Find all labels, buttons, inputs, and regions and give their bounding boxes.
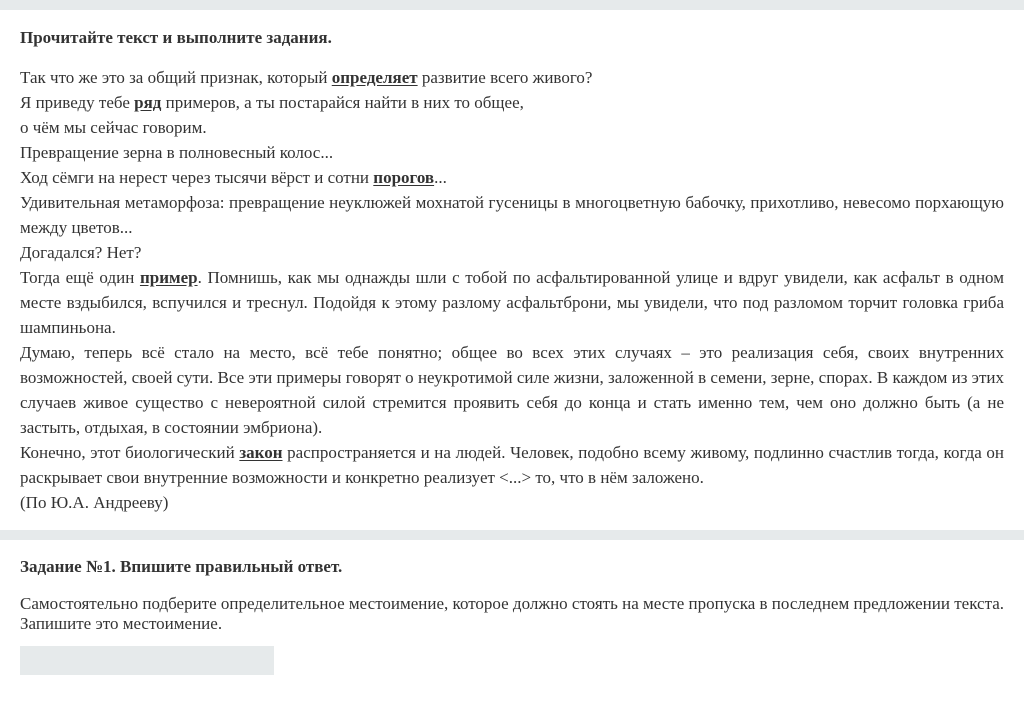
task-instructions: Самостоятельно подберите определительное местоимение, которое должно стоять на месте пропуска в последнем предложении текста. Запишите это местоимение. <box>20 594 1005 633</box>
passage-text-segment: Конечно, этот биологический <box>20 443 240 462</box>
passage-text-segment: Превращение зерна в полновесный колос... <box>20 143 334 162</box>
passage-text-segment: Удивительная метаморфоза: превращение неуклюжей мохнатой гусеницы в многоцветную бабочку, прихотливо, невесомо порхающую между цветов... <box>20 193 1004 237</box>
keyword-link[interactable]: определяет <box>331 68 418 87</box>
passage-heading: Прочитайте текст и выполните задания. <box>20 28 332 47</box>
passage-paragraph <box>20 115 1004 140</box>
passage-text-segment: примеров, а ты постарайся найти в них то общее, <box>161 93 524 112</box>
answer-input[interactable] <box>20 646 274 675</box>
passage-text-segment: распространяется и на людей. Человек, подобно всему живому, подлинно счастлив тогда, когда он раскрывает свои внутренние возможности и конкретно реализует <...> то, что в нём заложено. <box>20 443 1004 487</box>
passage-paragraph <box>20 140 1004 165</box>
passage-text-segment: Ход сёмги на нерест через тысячи вёрст и сотни <box>20 168 374 187</box>
keyword-link[interactable]: ряд <box>134 93 162 112</box>
passage-text-segment: Догадался? Нет? <box>20 243 142 262</box>
task-1 <box>20 557 1004 675</box>
passage-paragraph <box>20 165 1004 190</box>
passage-text-segment: Я приведу тебе <box>20 93 135 112</box>
keyword-link[interactable]: пример <box>139 268 198 287</box>
passage-text <box>20 65 1004 515</box>
passage-text-segment: (По Ю.А. Андрееву) <box>20 493 169 512</box>
task-heading: Задание №1. Впишите правильный ответ. <box>20 557 343 576</box>
passage-text-segment: Так что же это за общий признак, который <box>20 68 332 87</box>
section-divider <box>0 530 1024 540</box>
passage-text-segment: . Помнишь, как мы однажды шли с тобой по асфальтированной улице и вдруг увидели, как асфальт в одном месте вздыбился, вспучился и треснул. Подойдя к этому разлому асфальтброни, мы увидели, что под разломом торчит головка гриба шампиньона. <box>20 268 1004 337</box>
passage-paragraph <box>20 65 1004 90</box>
keyword-link[interactable]: закон <box>239 443 283 462</box>
passage-paragraph <box>20 190 1004 240</box>
passage-text-segment: развитие всего живого? <box>417 68 593 87</box>
passage-paragraph <box>20 440 1004 490</box>
passage-text-segment: ... <box>434 168 447 187</box>
passage-paragraph <box>20 90 1004 115</box>
reading-passage <box>20 28 1004 515</box>
passage-paragraph <box>20 340 1004 440</box>
passage-paragraph <box>20 490 1004 515</box>
passage-paragraph <box>20 240 1004 265</box>
passage-text-segment: о чём мы сейчас говорим. <box>20 118 207 137</box>
keyword-link[interactable]: порогов <box>373 168 435 187</box>
top-divider <box>0 0 1024 10</box>
passage-text-segment: Тогда ещё один <box>20 268 140 287</box>
passage-text-segment: Думаю, теперь всё стало на место, всё тебе понятно; общее во всех этих случаях – это реализация себя, своих внутренних возможностей, своей сути. Все эти примеры говорят о неукротимой силе жизни, заложенной в семени, зерне, спорах. В каждом из этих случаев живое существо с невероятной силой стремится проявить себя до конца и стать именно тем, чем оно должно быть (а не застыть, отдыхая, в состоянии эмбриона). <box>20 343 1004 437</box>
passage-paragraph <box>20 265 1004 340</box>
